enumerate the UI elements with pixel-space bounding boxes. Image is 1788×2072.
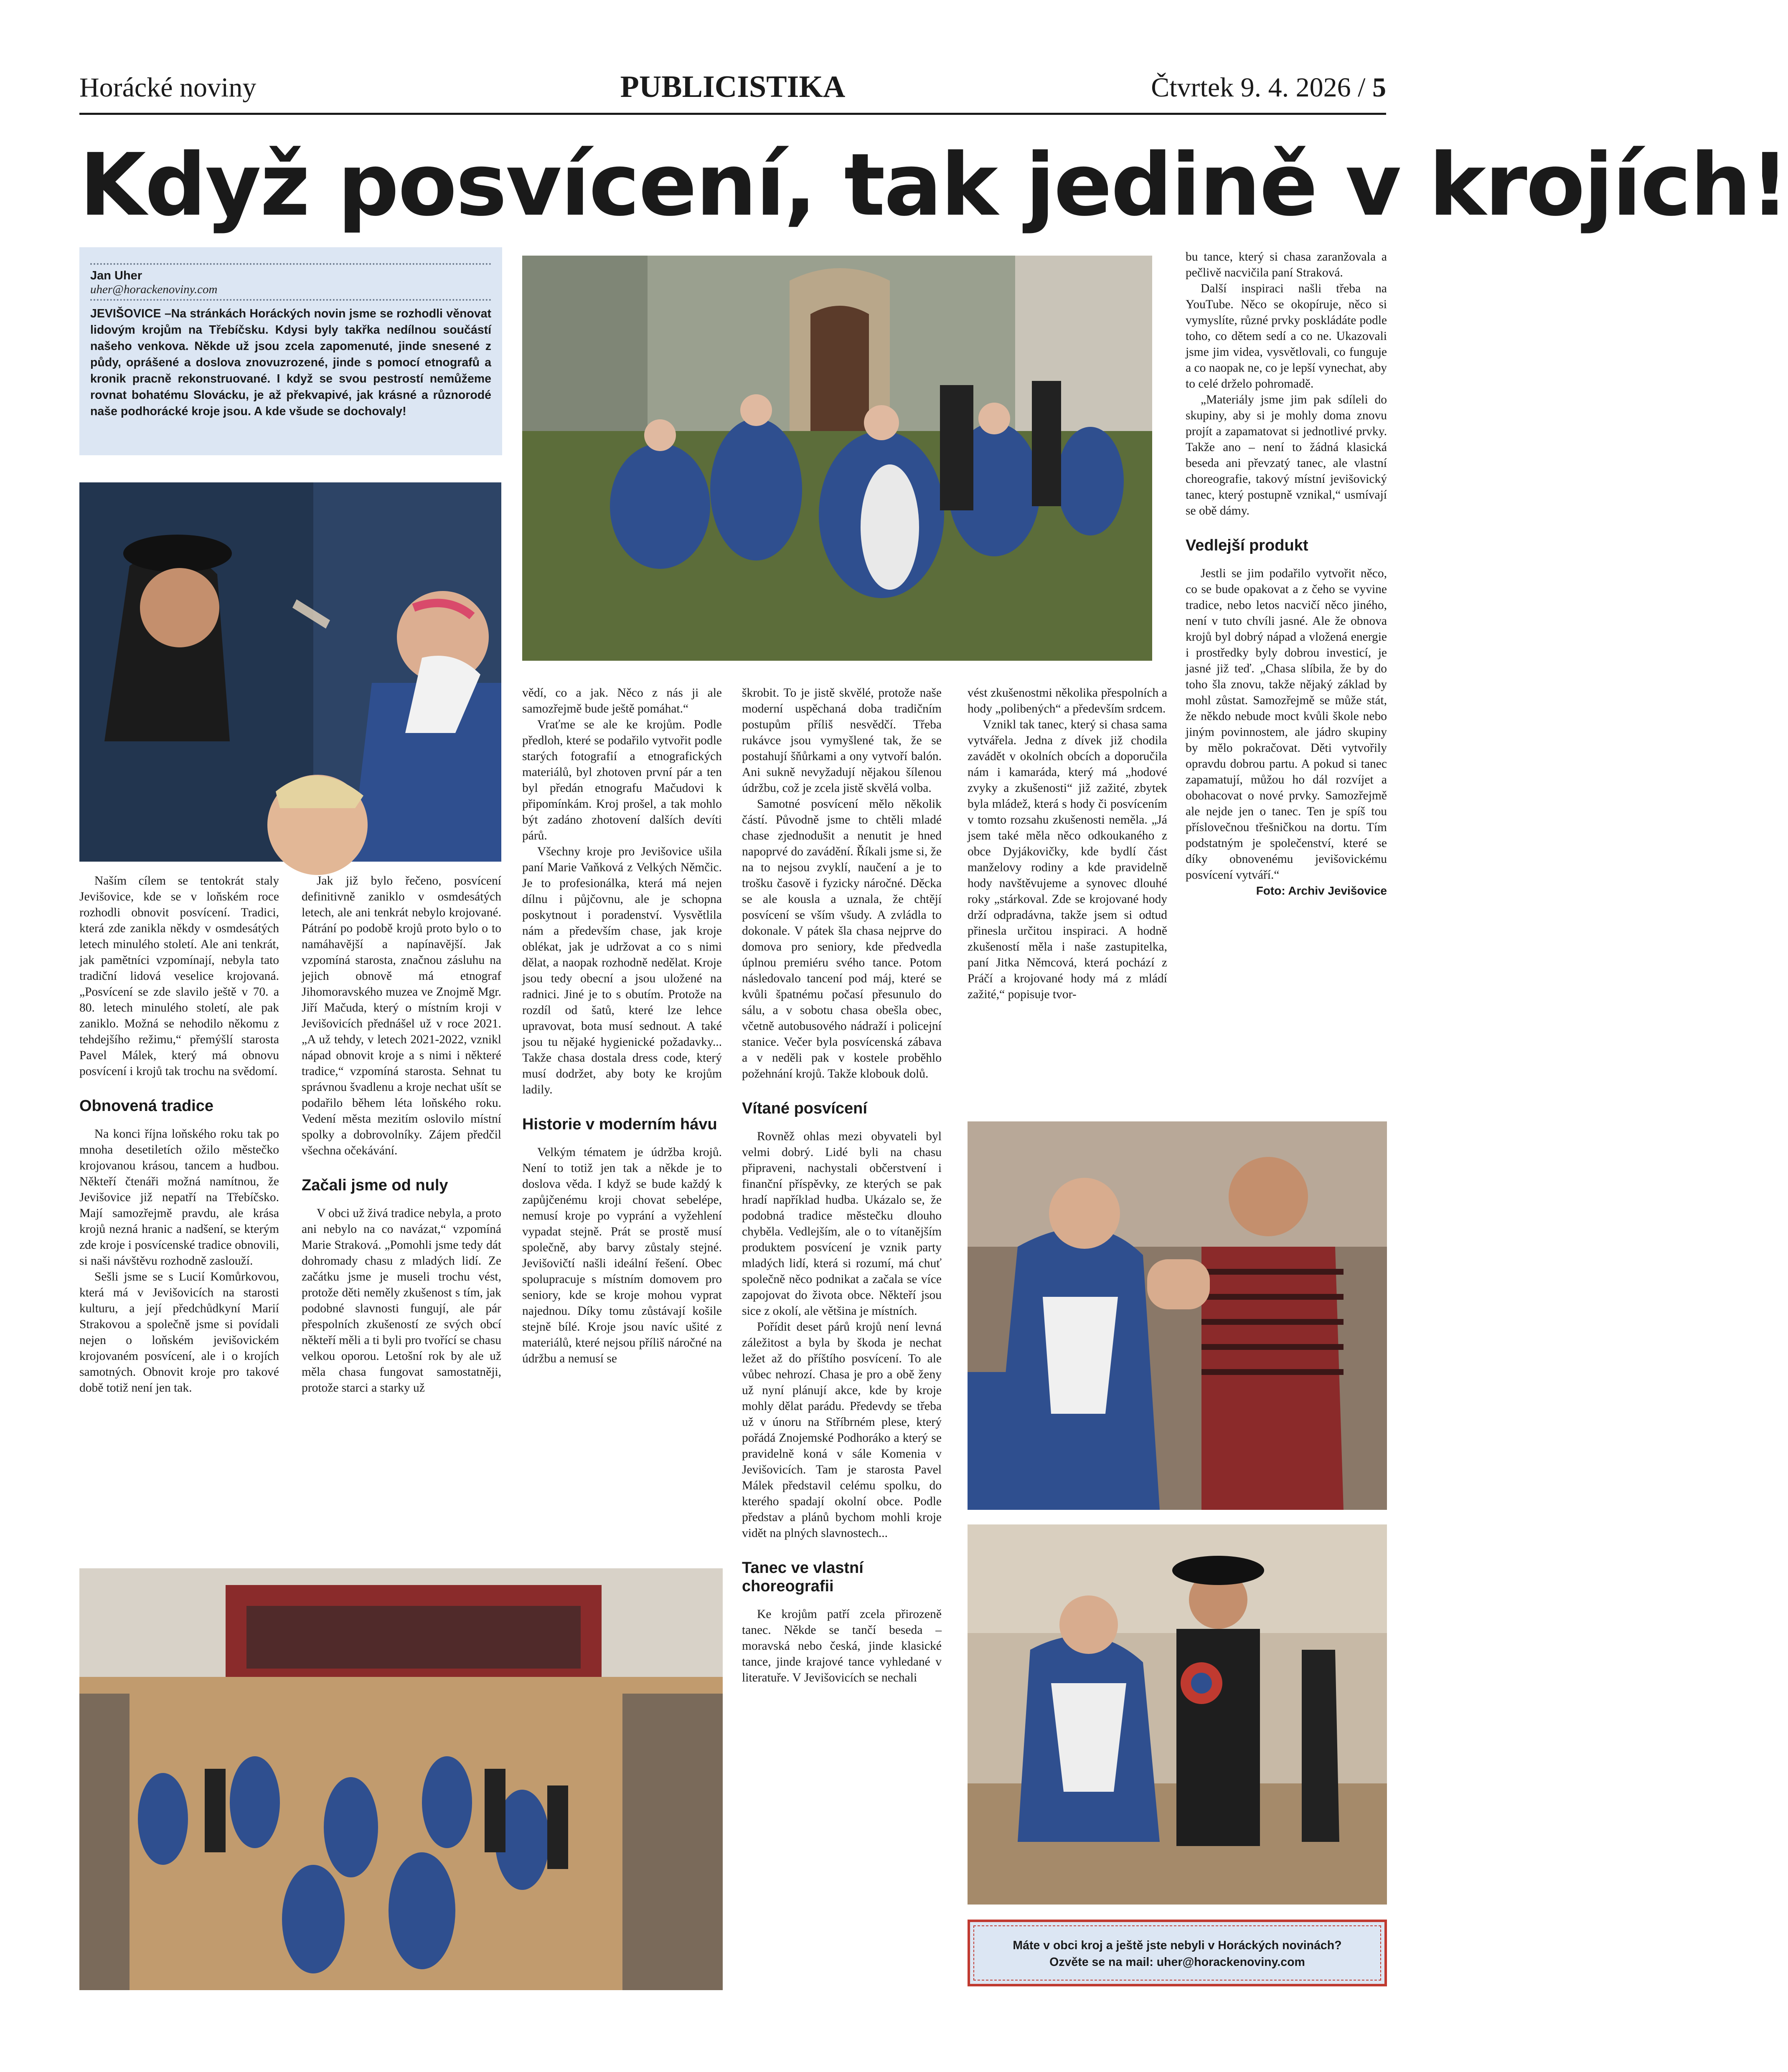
paragraph: Ke krojům patří zcela přirozeně tanec. Někde se tančí beseda – moravská nebo česká, jinde klasické tance, jinde krajové tance vyhledané v literatuře. V Jevišovicích se nechali	[742, 1608, 942, 1684]
paragraph: Jak již bylo řečeno, posvícení definitivně zaniklo v osmdesátých letech, ale ani tenkrát nebylo krojované. Pátrání po podobě krojů proto bylo o to namáhavější a napínavější. Jak vzpomíná starosta, značnou zásluhu na jejich obnově má etnograf Jihomoravského muzea ve Znojmě Mgr. Jiří Mačuda, který o místním kroji v Jevišovicích přednášel už v roce 2021. „A už tehdy, v letech 2021-2022, vznikl nápad obnovit kroje a s nimi i některé tradice,“ vzpomíná starosta. Sehnat tu správnou švadlenu a kroje nechat ušít se podařilo během léta loňského roku. Vedení města mezitím oslovilo místní spolky a dobrovolníky. Zájem předčil všechna očekávání.	[302, 874, 501, 1157]
paragraph: V obci už živá tradice nebyla, a proto ani nebylo na co navázat,“ vzpomíná Marie Straková. „Pomohli jsme tedy dát dohromady chasu z mladých lidí. Ze začátku jsme je museli trochu vést, protože děti neměly zkušenost s tím, jak podobné slavnosti fungují, ale pár přespolních zkušeností ze svých obcí někteří měli a ti byli pro tvořící se chasu velkou oporou. Letošní rok by ale už měla chasa fungovat samostatněji, protože starci a starky už	[302, 1207, 501, 1395]
subheading-historie: Historie v moderním hávu	[522, 1116, 717, 1133]
paragraph: Naším cílem se tentokrát staly Jevišovice, kde se v loňském roce rozhodli obnovit posvícení. Tradici, která zde zanikla někdy v osmdesátých letech minulého století. Ale ani tenkrát, jak pamětníci vzpomínají, nebyla tato tradiční lidová veselice krojovaná. „Posvícení se zde slavilo ještě v 70. a 80. letech minulého století, ale pak zaniklo. Možná se nehodilo někomu z tehdejšího režimu,“ přemýšlí starosta Pavel Málek, který má obnovu posvícení i krojů tak trochu na svědomí.	[79, 874, 279, 1078]
newspaper-name: Horácké noviny	[79, 72, 257, 103]
column-3	[522, 685, 722, 1367]
subheading-tanec: Tanec ve vlastní choreografii	[742, 1559, 864, 1595]
promo-box	[968, 1920, 1387, 1986]
subheading-obnovena-tradice: Obnovená tradice	[79, 1097, 213, 1115]
paragraph: Vznikl tak tanec, který si chasa sama vytvářela. Jedna z dívek již chodila zavádět v okolních obcích a doporučila nám i kamaráda, který má „hodové zvyky a zkušenosti“ již zažité, zbytek byla mládež, která s hody či posvícením v tomto rozsahu zkušenosti neměla. „Já jsem také měla něco odkoukaného z obce Dyjákovičky, kde bydlí část manželovy rodiny a kde pravidelně hody navštěvujeme a synovec dlouhé roky „stárkoval. Zde se krojované hody drží odpradávna, takže jsem si odtud přinesla určitou inspiraci. A hodně zkušeností měla i naše zastupitelka, paní Jitka Němcová, která pochází z Práčí a krojované hody má z mládí zažité,“ popisuje tvor-	[968, 718, 1167, 1001]
paragraph: bu tance, který si chasa zaranžovala a pečlivě nacvičila paní Straková.	[1186, 250, 1387, 279]
promo-line-1: Máte v obci kroj a ještě jste nebyli v Horáckých novinách?	[1013, 1939, 1342, 1952]
photo-couple-ribbons	[968, 1524, 1387, 1905]
paragraph: Velkým tématem je údržba krojů. Není to totiž jen tak a někde je to doslova věda. I když se bude každý k zapůjčenému kroji chovat sebelépe, nemusí kroje po vyprání a vyžehlení vypadat stejně. Prát se prostě musí společně, aby barvy zůstaly stejné. Jevišovičtí našli ideální řešení. Obec spolupracuje s místním domovem pro seniory, kde se kroje mohou vyprat najednou. Díky tomu zůstávají košile stejně bílé. Kroje jsou navíc ušité z materiálů, které nejsou příliš náročné na údržbu a nemusí se	[522, 1146, 722, 1365]
section-title: PUBLICISTIKA	[620, 70, 846, 104]
subheading-vitane-posviceni: Vítané posvícení	[742, 1100, 867, 1117]
date-and-page	[1151, 72, 1386, 104]
photo-toast	[79, 482, 501, 862]
paragraph: Vraťme se ale ke krojům. Podle předloh, které se podařilo vytvořit podle starých fotografií a etnografických materiálů, byl zhotoven první pár a ten byl předán etnografu Mačudovi k připomínkám. Kroj prošel, a tak mohlo být zadáno zhotovení dalších devíti párů.	[522, 718, 722, 842]
column-6	[1186, 249, 1387, 899]
paragraph: Všechny kroje pro Jevišovice ušila paní Marie Vaňková z Velkých Němčic. Je to profesionálka, která má nejen dílnu i půjčovnu, ale je schopna poskytnout i poradenství. Vysvětlila nám a především chase, jak kroje oblékat, jak je udržovat a co s nimi dělat, a naopak rozhodně nedělat. Kroje jsou tedy obecní a jsou uložené na radnici. Jiné je to s obutím. Protože na rozdíl od šatů, které lze lehce upravovat, bota musí sednout. A také jsou tu nějaké hygienické požadavky... Takže chasa dostala dress code, který musí dodržet, aby boty ke krojům ladily.	[522, 845, 722, 1096]
paragraph: vést zkušenostmi několika přespolních a hody „polibených“ a především srdcem.	[968, 686, 1167, 715]
paragraph: Další inspiraci našli třeba na YouTube. Něco se okopíruje, něco si vymyslíte, různé prvky poskládáte podle toho, co dětem sedí a co ne. Ukazovali jsme jim videa, vysvětlovali, co funguje a co naopak ne, co je lepší vynechat, aby to celé drželo pohromadě.	[1186, 282, 1387, 391]
column-2	[302, 873, 501, 1396]
photo-credit: Foto: Archiv Jevišovice	[1256, 884, 1387, 897]
headline: Když posvícení, tak jedině v krojích!	[79, 135, 1788, 235]
paragraph: Jestli se jim podařilo vytvořit něco, co se bude opakovat a z čeho se vyvine tradice, nebo letos nacvičí něco jiného, není v tuto chvíli jasné. Ale že obnova krojů byl dobrý nápad a vložená energie i prostředky byly dobrou investicí, je jasné již teď. „Chasa slíbila, že by do toho šla znovu, takže nějaký základ by mohl zůstat. Samozřejmě se může stát, že někdo nebude moct kvůli škole nebo jiným povinnostem, ale jádro skupiny by mělo pokračovat. Děti vytvořily opravdu dobrou partu. A pokud si tanec zapamatují, můžou ho dál rozvíjet a obohacovat o nové prvky. Samozřejmě ale nejde jen o tanec. Ten je spíš tou příslovečnou třešničkou na dortu. Tím podstatným je společenství, které se díky obnovenému jevišovickému posvícení vytváří.“	[1186, 567, 1387, 882]
column-1	[79, 873, 279, 1396]
photo-dancers-courtyard	[522, 256, 1152, 661]
author-lead-box	[79, 247, 502, 455]
column-4	[742, 685, 942, 1686]
column-5	[968, 685, 1167, 1002]
subheading-zacali-jsme-od-nuly: Začali jsme od nuly	[302, 1177, 448, 1194]
paragraph: vědí, co a jak. Něco z nás ji ale samozřejmě bude ještě pomáhat.“	[522, 686, 722, 715]
paragraph: Pořídit deset párů krojů není levná záležitost a byla by škoda je nechat ležet až do příštího posvícení. To ale vůbec nehrozí. Chasa je pro a obě ženy už nyní plánují akce, kde by kroje mohly dělat parádu. Předevdy se třeba už v únoru na Stříbrném plese, který pořádá Znojemské Podhoráko a který se pravidelně koná v sále Komenia v Jevišovicích. Tam je starosta Pavel Málek představil celému spolku, do kterého spadají okolní obce. Podle představ a plánů bychom mohli kroje vidět na plných slavnostech...	[742, 1320, 942, 1540]
promo-line-2: Ozvěte se na mail: uher@horackenoviny.com	[1049, 1955, 1305, 1969]
divider	[90, 263, 491, 265]
paragraph: Sešli jsme se s Lucií Komůrkovou, která má v Jevišovicích na starosti kulturu, a její předchůdkyní Marií Strakovou a společně jsme si povídali nejen o loňském jevišovickém krojovaném posvícení, ale i o krojích samotných. Obnovit kroje pro takové době totiž není jen tak.	[79, 1270, 279, 1395]
paragraph: Samotné posvícení mělo několik částí. Původně jsme to chtěli mladé chase zjednodušit a nenutit je hned napoprvé do zavádění. Říkali jsme si, že na to nejsou zvyklí, naučení a je to trošku časově i fyzicky náročné. Děcka se ale kousla a uznala, že chtějí posvícení se vším všudy. A zvládla to dokonale. V pátek šla chasa nejprve do domova pro seniory, kde předvedla úplnou premiéru svého tance. Potom následovalo tancení pod máj, které se kvůli špatnému počasí přesunulo do sálu, a v sobotu chasa obešla obec, včetně autobusového nádraží i policejní stanice. Večer byla posvícenská zábava a v neděli pak v kostele proběhlo požehnání krojů. Takže klobouk dolů.	[742, 797, 942, 1080]
paragraph: škrobit. To je jistě skvělé, protože naše moderní uspěchaná doba tradičním postupům příliš nesvědčí. Třeba rukávce jsou vymyšlené tak, že se postahují šňůrkami a ony vytvoří balón. Ani sukně nevyžadují nějakou šílenou údržbu, což je zcela jistě skvělá volba.	[742, 686, 942, 795]
paragraph: „Materiály jsme jim pak sdíleli do skupiny, aby si je mohly doma znovu projít a zapamatovat si jednotlivé prvky. Takže ano – není to žádná klasická beseda ani převzatý tanec, ale vlastní choreografie, takový místní jevišovický tanec, který postupně vznikal,“ usmívají se obě dámy.	[1186, 393, 1387, 517]
divider	[90, 299, 491, 301]
issue-date: Čtvrtek 9. 4. 2026 /	[1151, 72, 1366, 103]
paragraph: Rovněž ohlas mezi obyvateli byl velmi dobrý. Lidé byli na chasu připraveni, nachystali občerstvení i finanční příspěvky, ze kterých se pak hradí například hudba. Ukázalo se, že podobná tradice městečku dlouho chyběla. Vedlejším, ale o to vítanějším produktem posvícení je vznik party mladých lidí, která si rozumí, má chuť společně něco podnikat a začala se více zapojovat do života obce. Někteří jsou sice z okolí, ale většina je místních.	[742, 1130, 942, 1318]
author-email: uher@horackenoviny.com	[90, 283, 218, 296]
header-rule	[79, 113, 1386, 115]
photo-couple-dancing	[968, 1121, 1387, 1510]
page-number: 5	[1372, 72, 1386, 103]
paragraph: Na konci října loňského roku tak po mnoha desetiletích ožilo městečko krojovanou krásou, tancem a hudbou. Někteří čtenáři možná namítnou, že Jevišovice již nepatří na Třebíčsko. Mají samozřejmě pravdu, ale krása krojů nezná hranic a nadšení, se kterým zde kroje i posvícenské tradice obnovili, si naši návštěvu rozhodně zaslouží.	[79, 1127, 279, 1268]
lead-paragraph: JEVIŠOVICE –Na stránkách Horáckých novin jsme se rozhodli věnovat lidovým krojům na Třebíčsku. Kdysi byly takřka nedílnou součástí našeho venkova. Někde už jsou zcela zapomenuté, jinde snesené z půdy, oprášené a doslova znovuzrozené, jinde s pomocí etnografů a kronik pracně rekonstruované. I když se svou pestrostí nemůžeme rovnat bohatému Slovácku, je až překvapivé, jak krásné a různorodé naše podhorácké kroje jsou. A kde všude se dochovaly!	[90, 307, 491, 418]
photo-dance-hall	[79, 1568, 723, 1990]
author-name: Jan Uher	[90, 269, 142, 282]
subheading-vedlejsi-produkt: Vedlejší produkt	[1186, 537, 1308, 554]
